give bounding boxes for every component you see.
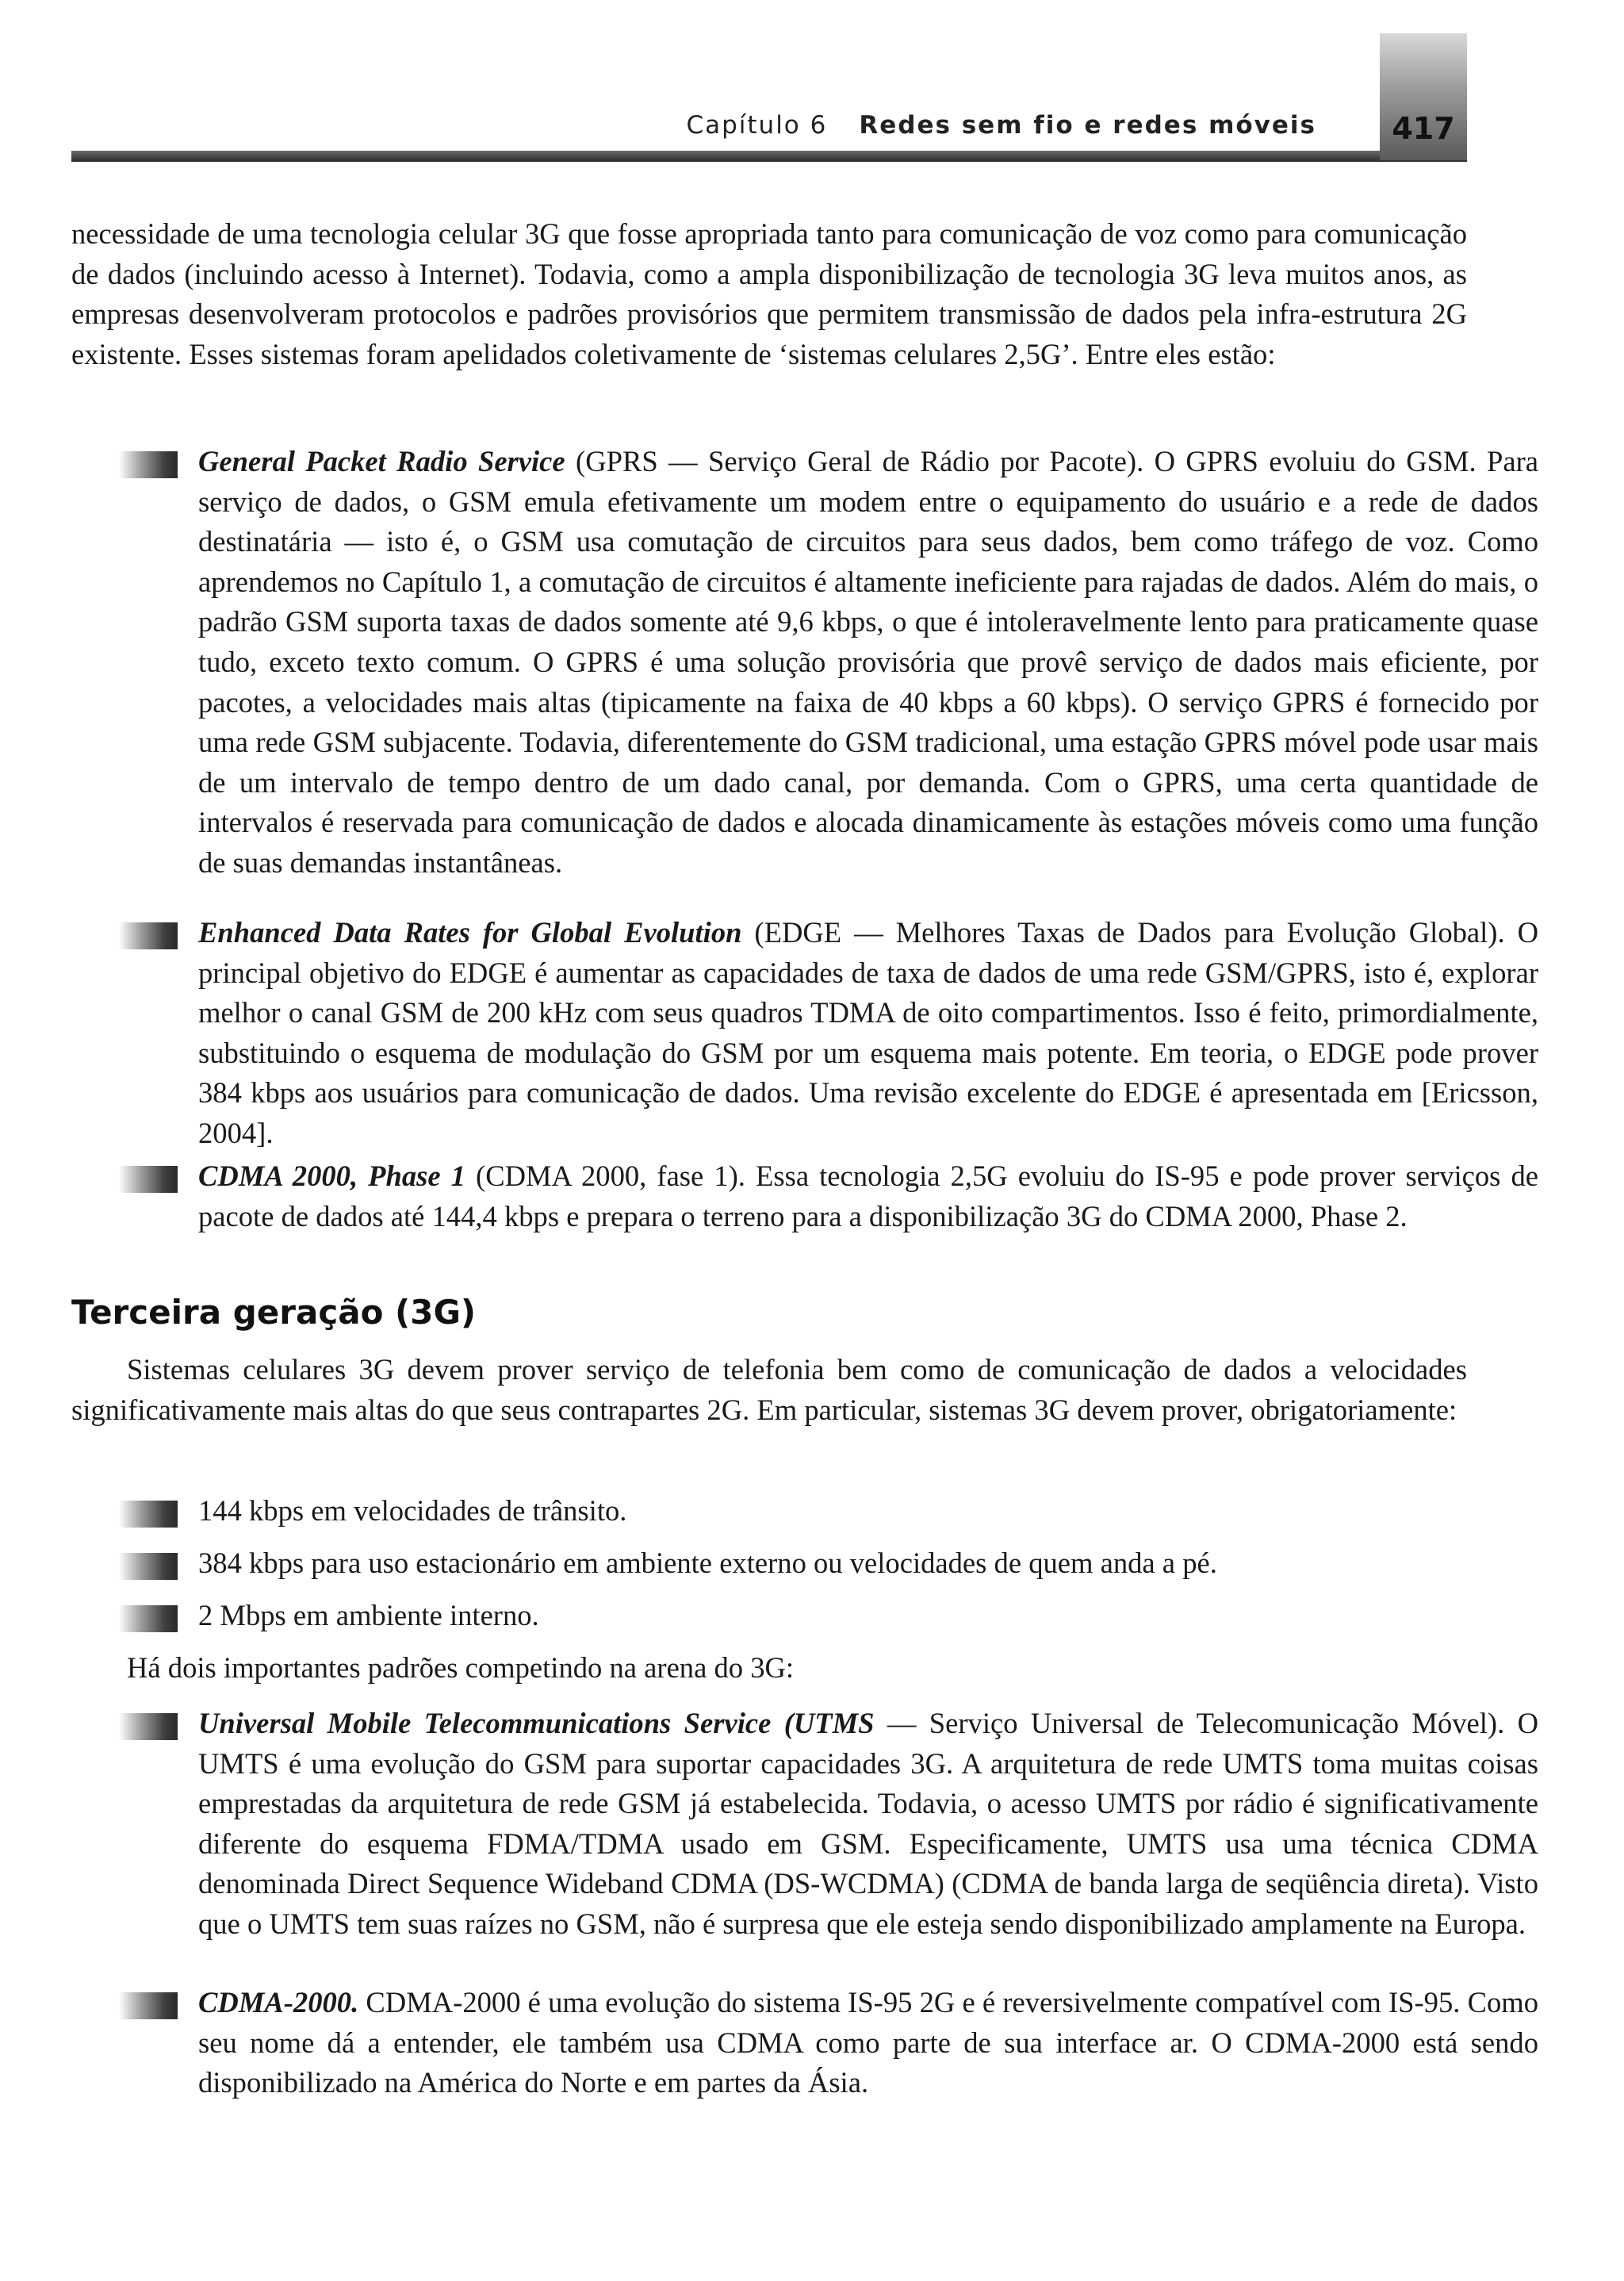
edge-text: (EDGE — Melhores Taxas de Dados para Evolução Global). O principal objetivo do EDGE é aumentar as capacidades de taxa de dados de uma rede GSM/GPRS, isto é, explorar melhor o canal GSM de 200 kHz com seus quadros TDMA de oito compartimentos. Isso é feito, primordialmente, substituindo o esquema de modulação do GSM por um esquema mais potente. Em teoria, o EDGE pode prover 384 kbps aos usuários para comunicação de dados. Uma revisão excelente do EDGE é apresentada em [Ericsson, 2004]. (198, 916, 1538, 1149)
bullet-square-icon (119, 1713, 178, 1740)
requirement-item (71, 1491, 1467, 1531)
cdma2000-phase1-text: (CDMA 2000, fase 1). Essa tecnologia 2,5G evoluiu do IS-95 e pode prover serviços de pacote de dados até 144,4 kbps e prepara o terreno para a disponibilização 3G do CDMA 2000, Phase 2. (198, 1160, 1539, 1233)
list-item-umts (71, 1704, 1538, 1984)
requirement-text: 2 Mbps em ambiente interno. (198, 1599, 539, 1631)
requirement-item (71, 1543, 1467, 1583)
bullet-square-icon (119, 451, 178, 478)
list-item-cdma2000 (71, 1983, 1538, 2103)
bullet-square-icon (119, 922, 178, 949)
cdma2000-text: CDMA-2000 é uma evolução do sistema IS-95 2G e é reversivelmente compatível com IS-95. Como seu nome dá a entender, ele também usa CDMA como parte de sua interface ar. O CDMA-2000 está sendo disponibilizado na América do Norte e em partes da Ásia. (198, 1986, 1538, 2099)
umts-term: Universal Mobile Telecommunications Service (UTMS (198, 1707, 875, 1739)
edge-term: Enhanced Data Rates for Global Evolution (198, 916, 742, 949)
requirement-text: 144 kbps em velocidades de trânsito. (198, 1494, 627, 1527)
gprs-term: General Packet Radio Service (198, 445, 565, 477)
standards-intro: Há dois importantes padrões competindo na arena do 3G: (127, 1651, 795, 1684)
page-number: 417 (1392, 111, 1455, 146)
chapter-title: Redes sem fio e redes móveis (859, 111, 1316, 140)
chapter-label: Capítulo 6 (686, 111, 828, 140)
bullet-square-icon (119, 1501, 178, 1528)
header-rule (71, 151, 1467, 162)
requirement-item (71, 1596, 1467, 1635)
section-3g-paragraph: Sistemas celulares 3G devem prover serviço de telefonia bem como de comunicação de dados a velocidades significativamente mais altas do que seus contrapartes 2G. Em particular, sistemas 3G devem prover, obrigatoriamente: (71, 1353, 1467, 1426)
bullet-square-icon (119, 1605, 178, 1632)
page-number-tab (1380, 33, 1467, 160)
list-item-edge (71, 913, 1538, 1154)
requirement-text: 384 kbps para uso estacionário em ambiente externo ou velocidades de quem anda a pé. (198, 1547, 1217, 1579)
cdma2000-term: CDMA-2000. (198, 1986, 359, 2018)
umts-text: — Serviço Universal de Telecomunicação Móvel). O UMTS é uma evolução do GSM para suportar capacidades 3G. A arquitetura de rede UMTS toma muitas coisas emprestadas da arquitetura de rede GSM já estabelecida. Todavia, o acesso UMTS por rádio é significativamente diferente do esquema FDMA/TDMA usado em GSM. Especificamente, UMTS usa uma técnica CDMA denominada Direct Sequence Wideband CDMA (DS-WCDMA) (CDMA de banda larga de seqüência direta). Visto que o UMTS tem suas raízes no GSM, não é surpresa que ele esteja sendo disponibilizado amplamente na Europa. (198, 1707, 1538, 1940)
cdma2000-phase1-term: CDMA 2000, Phase 1 (198, 1160, 465, 1192)
bullet-square-icon (119, 1553, 178, 1580)
intro-paragraph: necessidade de uma tecnologia celular 3G que fosse apropriada tanto para comunicação de voz como para comunicação de dados (incluindo acesso à Internet). Todavia, como a ampla disponibilização de tecnologia 3G leva muitos anos, as empresas desenvolveram protocolos e padrões provisórios que permitem transmissão de dados pela infra-estrutura 2G existente. Esses sistemas foram apelidados coletivamente de ‘sistemas celulares 2,5G’. Entre eles estão: (71, 217, 1467, 370)
gprs-text: (GPRS — Serviço Geral de Rádio por Pacote). O GPRS evoluiu do GSM. Para serviço de dados, o GSM emula efetivamente um modem entre o equipamento do usuário e a rede de dados destinatária — isto é, o GSM usa comutação de circuitos para seus dados, bem como tráfego de voz. Como aprendemos no Capítulo 1, a comutação de circuitos é altamente ineficiente para rajadas de dados. Além do mais, o padrão GSM suporta taxas de dados somente até 9,6 kbps, o que é intoleravelmente lento para praticamente quase tudo, exceto texto comum. O GPRS é uma solução provisória que provê serviço de dados mais eficiente, por pacotes, a velocidades mais altas (tipicamente na faixa de 40 kbps a 60 kbps). O serviço GPRS é fornecido por uma rede GSM subjacente. Todavia, diferentemente do GSM tradicional, uma estação GPRS móvel pode usar mais de um intervalo de tempo dentro de um dado canal, por demanda. Com o GPRS, uma certa quantidade de intervalos é reservada para comunicação de dados e alocada dinamicamente às estações móveis como uma função de suas demandas instantâneas. (198, 445, 1538, 879)
bullet-square-icon (119, 1166, 178, 1193)
list-item-cdma2000-phase1 (71, 1156, 1539, 1277)
list-item-gprs (71, 442, 1538, 899)
bullet-square-icon (119, 1992, 178, 2019)
section-heading: Terceira geração (3G) (71, 1293, 477, 1332)
running-header (0, 111, 1316, 140)
